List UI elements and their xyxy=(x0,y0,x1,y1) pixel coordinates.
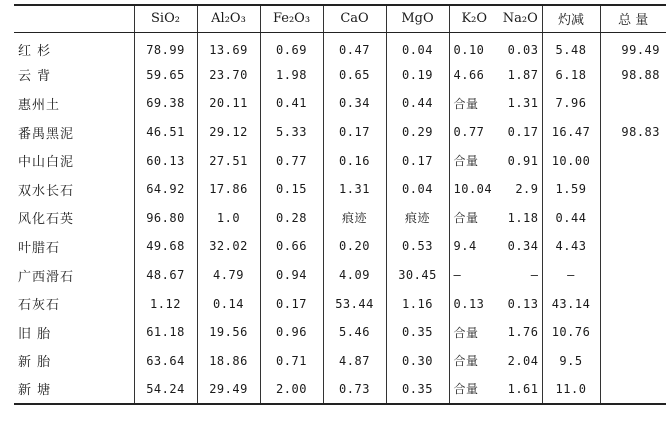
cell-mgo: 痕迹 xyxy=(386,204,449,233)
cell-sio2: 69.38 xyxy=(134,89,197,118)
cell-na2o: 1.87 xyxy=(507,67,539,82)
cell-name: 新 胎 xyxy=(18,355,52,371)
cell-na2o: 1.76 xyxy=(507,325,539,340)
table-row xyxy=(14,289,666,318)
header-loss: 灼减 xyxy=(542,5,600,32)
cell-k2o: 合量 xyxy=(449,375,499,404)
cell-na2o: 2.9 xyxy=(515,182,539,197)
cell-sio2: 96.80 xyxy=(134,204,197,233)
cell-cao: 0.20 xyxy=(323,232,386,261)
cell-fe2o3: 0.96 xyxy=(260,318,323,347)
cell-fe2o3: 2.00 xyxy=(260,375,323,404)
header-total: 总 量 xyxy=(600,5,666,32)
cell-cao: 0.65 xyxy=(323,61,386,90)
cell-fe2o3: 5.33 xyxy=(260,118,323,147)
cell-k2o: 合量 xyxy=(449,318,499,347)
cell-name: 旧 胎 xyxy=(18,326,52,342)
cell-name: 番禺黑泥 xyxy=(18,126,75,142)
cell-al2o3: 1.0 xyxy=(197,204,260,233)
cell-mgo: 0.04 xyxy=(386,32,449,61)
cell-sio2: 46.51 xyxy=(134,118,197,147)
cell-sio2: 59.65 xyxy=(134,61,197,90)
cell-cao: 0.47 xyxy=(323,32,386,61)
cell-k2o: 合量 xyxy=(449,204,499,233)
table-row xyxy=(14,146,666,175)
cell-k2o: 合量 xyxy=(449,347,499,376)
header-al2o3: Al₂O₃ xyxy=(197,5,260,32)
cell-mgo: 0.53 xyxy=(386,232,449,261)
cell-k2o: 9.4 xyxy=(449,232,499,261)
cell-sio2: 1.12 xyxy=(134,289,197,318)
table-row xyxy=(14,232,666,261)
cell-na2o: 1.18 xyxy=(507,210,539,225)
cell-name: 广西滑石 xyxy=(18,269,75,285)
table-row xyxy=(14,375,666,404)
cell-fe2o3: 0.15 xyxy=(260,175,323,204)
cell-total: 99.49 xyxy=(600,32,666,61)
cell-mgo: 0.19 xyxy=(386,61,449,90)
cell-mgo: 0.17 xyxy=(386,146,449,175)
header-mgo: MgO xyxy=(386,5,449,32)
cell-total xyxy=(600,232,666,261)
table-row xyxy=(14,118,666,147)
cell-sio2: 54.24 xyxy=(134,375,197,404)
cell-cao: 1.31 xyxy=(323,175,386,204)
header-k2o: K₂O xyxy=(449,5,499,32)
cell-k2o: 0.10 xyxy=(449,32,499,61)
cell-total xyxy=(600,204,666,233)
cell-mgo: 0.29 xyxy=(386,118,449,147)
cell-mgo: 0.30 xyxy=(386,347,449,376)
cell-k2o: — xyxy=(449,261,499,290)
cell-fe2o3: 0.94 xyxy=(260,261,323,290)
cell-fe2o3: 0.28 xyxy=(260,204,323,233)
cell-total xyxy=(600,146,666,175)
cell-fe2o3: 0.77 xyxy=(260,146,323,175)
cell-k2o: 合量 xyxy=(449,146,499,175)
table-body xyxy=(14,32,666,404)
cell-k2o: 10.04 xyxy=(449,175,499,204)
cell-total xyxy=(600,261,666,290)
cell-mgo: 0.35 xyxy=(386,375,449,404)
cell-fe2o3: 0.66 xyxy=(260,232,323,261)
cell-al2o3: 23.70 xyxy=(197,61,260,90)
cell-cao: 0.17 xyxy=(323,118,386,147)
cell-al2o3: 19.56 xyxy=(197,318,260,347)
table-row xyxy=(14,61,666,90)
cell-name: 红 杉 xyxy=(18,44,52,60)
cell-sio2: 78.99 xyxy=(134,32,197,61)
cell-loss: 0.44 xyxy=(542,204,600,233)
cell-cao: 0.34 xyxy=(323,89,386,118)
cell-cao: 4.09 xyxy=(323,261,386,290)
table-row xyxy=(14,318,666,347)
cell-mgo: 1.16 xyxy=(386,289,449,318)
cell-name: 风化石英 xyxy=(18,212,75,228)
cell-k2o: 合量 xyxy=(449,89,499,118)
header-fe2o3: Fe₂O₃ xyxy=(260,5,323,32)
cell-total xyxy=(600,175,666,204)
cell-mgo: 0.44 xyxy=(386,89,449,118)
table-row xyxy=(14,175,666,204)
cell-al2o3: 20.11 xyxy=(197,89,260,118)
cell-cao: 53.44 xyxy=(323,289,386,318)
table-row xyxy=(14,347,666,376)
cell-na2o: — xyxy=(530,268,539,283)
cell-name: 石灰石 xyxy=(18,298,61,314)
cell-cao: 0.73 xyxy=(323,375,386,404)
cell-cao: 痕迹 xyxy=(323,204,386,233)
cell-total xyxy=(600,318,666,347)
cell-total xyxy=(600,347,666,376)
table-row xyxy=(14,204,666,233)
cell-name: 新 塘 xyxy=(14,375,134,404)
cell-name: 叶腊石 xyxy=(18,240,61,256)
table-row xyxy=(14,32,666,61)
cell-na2o: 0.17 xyxy=(507,125,539,140)
header-na2o: Na₂O xyxy=(499,5,542,32)
cell-na2o: 0.34 xyxy=(507,239,539,254)
cell-k2o: 0.13 xyxy=(449,289,499,318)
cell-al2o3: 29.12 xyxy=(197,118,260,147)
cell-name: 双水长石 xyxy=(18,183,75,199)
cell-loss: 5.48 xyxy=(542,32,600,61)
cell-loss: 43.14 xyxy=(542,289,600,318)
cell-mgo: 0.35 xyxy=(386,318,449,347)
cell-k2o: 0.77 xyxy=(449,118,499,147)
cell-sio2: 64.92 xyxy=(134,175,197,204)
cell-loss: 10.76 xyxy=(542,318,600,347)
cell-loss: 4.43 xyxy=(542,232,600,261)
cell-total: 98.83 xyxy=(600,118,666,147)
cell-mgo: 0.04 xyxy=(386,175,449,204)
cell-na2o: 0.13 xyxy=(507,296,539,311)
chemical-composition-table xyxy=(14,4,666,405)
cell-sio2: 63.64 xyxy=(134,347,197,376)
cell-cao: 5.46 xyxy=(323,318,386,347)
cell-name: 惠州土 xyxy=(18,97,61,113)
header-name xyxy=(14,5,134,32)
header-cao: CaO xyxy=(323,5,386,32)
cell-al2o3: 17.86 xyxy=(197,175,260,204)
cell-fe2o3: 0.69 xyxy=(260,32,323,61)
cell-name: 云 背 xyxy=(18,69,52,85)
cell-cao: 4.87 xyxy=(323,347,386,376)
cell-fe2o3: 1.98 xyxy=(260,61,323,90)
cell-loss: 6.18 xyxy=(542,61,600,90)
cell-al2o3: 0.14 xyxy=(197,289,260,318)
header-row xyxy=(14,5,666,32)
table-row xyxy=(14,261,666,290)
cell-total xyxy=(600,375,666,404)
cell-al2o3: 32.02 xyxy=(197,232,260,261)
cell-sio2: 48.67 xyxy=(134,261,197,290)
cell-loss: 10.00 xyxy=(542,146,600,175)
cell-fe2o3: 0.41 xyxy=(260,89,323,118)
cell-loss: 11.0 xyxy=(542,375,600,404)
cell-mgo: 30.45 xyxy=(386,261,449,290)
cell-na2o: 2.04 xyxy=(507,353,539,368)
cell-al2o3: 4.79 xyxy=(197,261,260,290)
cell-total xyxy=(600,89,666,118)
header-sio2: SiO₂ xyxy=(134,5,197,32)
cell-sio2: 60.13 xyxy=(134,146,197,175)
cell-loss: 7.96 xyxy=(542,89,600,118)
cell-total xyxy=(600,289,666,318)
cell-na2o: 0.03 xyxy=(507,42,539,57)
cell-sio2: 61.18 xyxy=(134,318,197,347)
cell-na2o: 0.91 xyxy=(507,153,539,168)
cell-na2o: 1.31 xyxy=(507,96,539,111)
cell-al2o3: 27.51 xyxy=(197,146,260,175)
cell-loss: 1.59 xyxy=(542,175,600,204)
cell-loss: 9.5 xyxy=(542,347,600,376)
cell-loss: 16.47 xyxy=(542,118,600,147)
cell-al2o3: 18.86 xyxy=(197,347,260,376)
cell-name: 中山白泥 xyxy=(18,155,75,171)
cell-na2o: 1.61 xyxy=(499,375,542,404)
cell-loss: — xyxy=(542,261,600,290)
cell-total: 98.88 xyxy=(600,61,666,90)
cell-sio2: 49.68 xyxy=(134,232,197,261)
cell-fe2o3: 0.17 xyxy=(260,289,323,318)
table-row xyxy=(14,89,666,118)
cell-al2o3: 29.49 xyxy=(197,375,260,404)
cell-fe2o3: 0.71 xyxy=(260,347,323,376)
cell-cao: 0.16 xyxy=(323,146,386,175)
cell-al2o3: 13.69 xyxy=(197,32,260,61)
cell-k2o: 4.66 xyxy=(449,61,499,90)
